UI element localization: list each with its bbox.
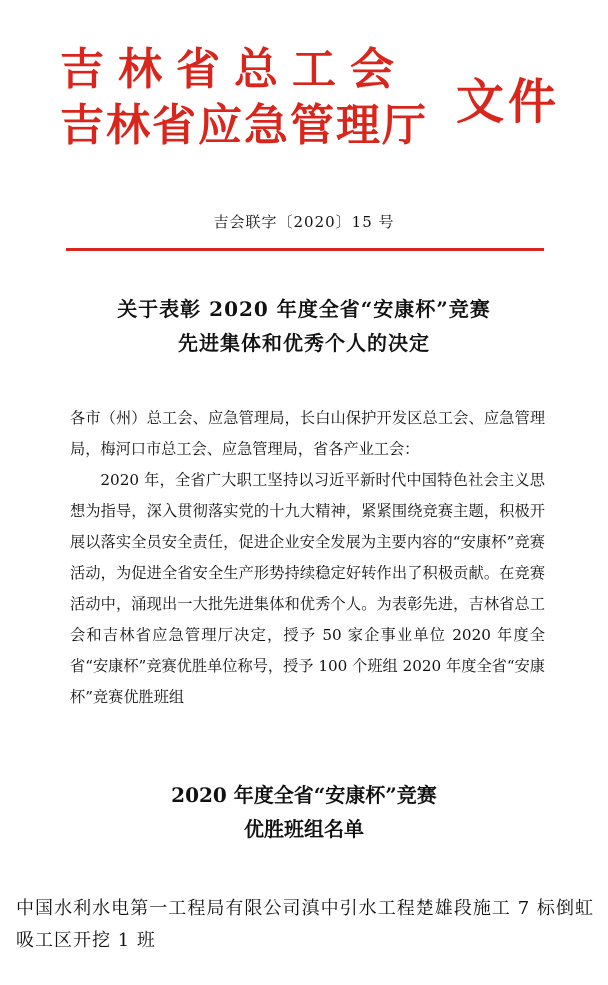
list-title-line-2: 优胜班组名单	[244, 817, 364, 841]
list-item: 中国水利水电第一工程局有限公司滇中引水工程楚雄段施工 7 标倒虹吸工区开挖 1 班	[16, 898, 594, 951]
body-paragraph: 2020 年，全省广大职工坚持以习近平新时代中国特色社会主义思想为指导，深入贯彻落实党的十九大精神，紧紧围绕竞赛主题，积极开展以落实全员安全责任，促进企业安全发展为主要内容的“安康杯”竞赛活动，为促进全省安全生产形势持续稳定好转作出了积极贡献。在竞赛活动中，涌现出一大批先进集体和优秀个人。为表彰先进，吉林省总工会和吉林省应急管理厅决定，授予 50 家企事业单位 2020 年度全省“安康杯”竞赛优胜单位称号，授予 100 个班组 2020 年度全省“安康杯”竞赛优胜班组	[70, 471, 545, 706]
issuer-name-federation: 吉林省总工会	[60, 44, 408, 95]
decision-title	[0, 292, 608, 360]
document-header	[60, 44, 580, 164]
addressee-line: 各市（州）总工会、应急管理局，长白山保护开发区总工会、应急管理局，梅河口市总工会、应急管理局，省各产业工会：	[70, 409, 545, 458]
issuer-name-emergency-dept: 吉林省应急管理厅	[60, 100, 428, 151]
list-title-line-1: 2020 年度全省“安康杯”竞赛	[171, 783, 437, 807]
decision-title-line-1: 关于表彰 2020 年度全省“安康杯”竞赛	[117, 297, 491, 321]
document-type-label: 文件	[456, 74, 561, 130]
decision-title-line-2: 先进集体和优秀个人的决定	[178, 331, 430, 355]
red-separator-line	[66, 248, 544, 251]
document-number: 吉会联字〔2020〕15 号	[213, 213, 395, 231]
list-title	[0, 778, 608, 846]
decision-body	[70, 403, 545, 713]
